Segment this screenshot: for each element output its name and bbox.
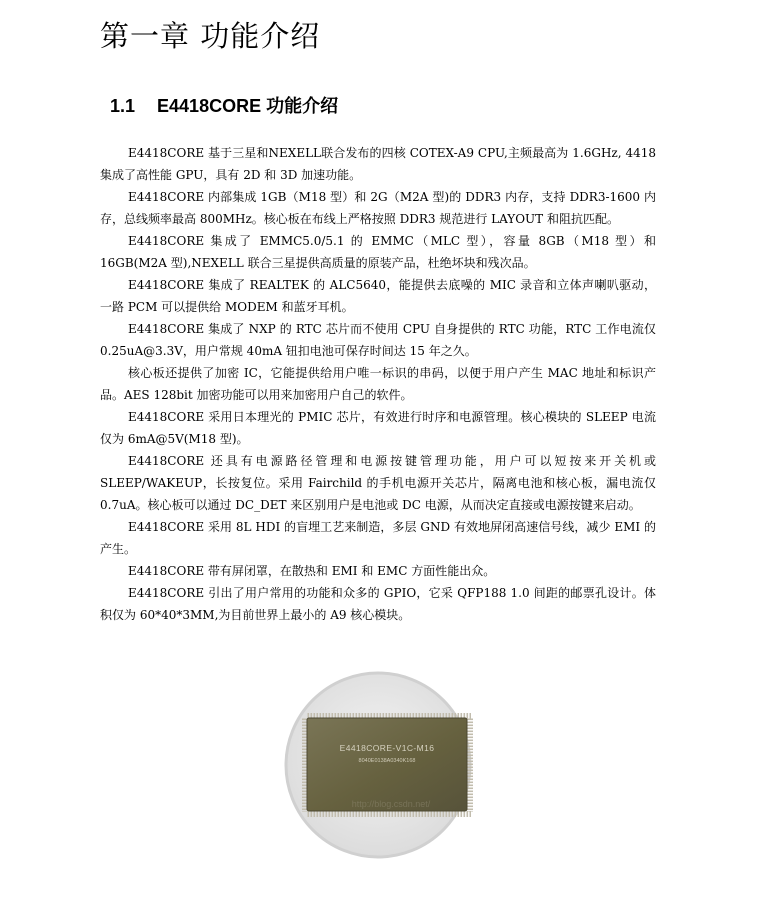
chip-pads-right (467, 718, 473, 812)
paragraph-power-path: E4418CORE 还具有电源路径管理和电源按键管理功能，用户可以短按来开关机或 SLEEP/WAKEUP，长按复位。采用 Fairchild 的手机电源开关芯片，隔离电池和核心板，漏电流仅 0.7uA。核心板可以通过 DC_DET 来区别用户是电池或 DC 电源，从而决定直接或电源按键来启动。 (100, 454, 656, 512)
section-number: 1.1 (110, 96, 136, 116)
chip-serial: 8040E0138A0340K168 (358, 758, 416, 764)
paragraph-gpio: E4418CORE 引出了用户常用的功能和众多的 GPIO，它采 QFP188 1.0 间距的邮票孔设计。体积仅为 60*40*3MM,为目前世界上最小的 A9 核心模块。 (100, 586, 656, 622)
paragraph-audio: E4418CORE 集成了 REALTEK 的 ALC5640，能提供去底噪的 MIC 录音和立体声喇叭驱动，一路 PCM 可以提供给 MODEM 和蓝牙耳机。 (100, 278, 656, 314)
paragraph-cpu: E4418CORE 基于三星和NEXELL联合发布的四核 COTEX-A9 CPU,主频最高为 1.6GHz, 4418 集成了高性能 GPU，具有 2D 和 3D 加速功能。 (100, 146, 656, 182)
paragraph-pmic: E4418CORE 采用日本理光的 PMIC 芯片，有效进行时序和电源管理。核心模块的 SLEEP 电流仅为 6mA@5V(M18 型)。 (100, 410, 656, 446)
chip-photo-graphic (283, 670, 473, 860)
chip-photo (283, 670, 473, 860)
paragraph-ddr3: E4418CORE 内部集成 1GB（M18 型）和 2G（M2A 型)的 DDR3 内存，支持 DDR3-1600 内存，总线频率最高 800MHz。核心板在布线上严格按照 DDR3 规范进行 LAYOUT 和阻抗匹配。 (100, 190, 656, 226)
paragraph-shield: E4418CORE 带有屏闭罩，在散热和 EMI 和 EMC 方面性能出众。 (128, 564, 496, 578)
chip-pads-bottom (307, 811, 471, 817)
paragraph-hdi: E4418CORE 采用 8L HDI 的盲埋工艺来制造，多层 GND 有效地屏闭高速信号线，减少 EMI 的产生。 (100, 520, 656, 556)
paragraph-emmc: E4418CORE 集成了 EMMC5.0/5.1 的 EMMC（MLC 型），容量 8GB（M18 型）和 16GB(M2A 型),NEXELL 联合三星提供高质量的原装产品，杜绝坏块和残次品。 (100, 234, 656, 270)
paragraph-rtc: E4418CORE 集成了 NXP 的 RTC 芯片而不使用 CPU 自身提供的 RTC 功能，RTC 工作电流仅 0.25uA@3.3V，用户常规 40mA 钮扣电池可保存时间达 15 年之久。 (100, 322, 656, 358)
chip-body (307, 718, 467, 811)
paragraph-encryption: 核心板还提供了加密 IC，它能提供给用户唯一标识的串码，以便于用户产生 MAC 地址和标识产品。AES 128bit 加密功能可以用来加密用户自己的软件。 (100, 366, 656, 402)
chapter-title: 第一章 功能介绍 (100, 19, 321, 53)
watermark: http://blog.csdn.net/ (351, 799, 431, 809)
section-title: E4418CORE 功能介绍 (157, 96, 339, 116)
body-text (100, 142, 656, 626)
chip-label: E4418CORE-V1C-M16 (339, 743, 435, 753)
section-heading (110, 92, 338, 118)
